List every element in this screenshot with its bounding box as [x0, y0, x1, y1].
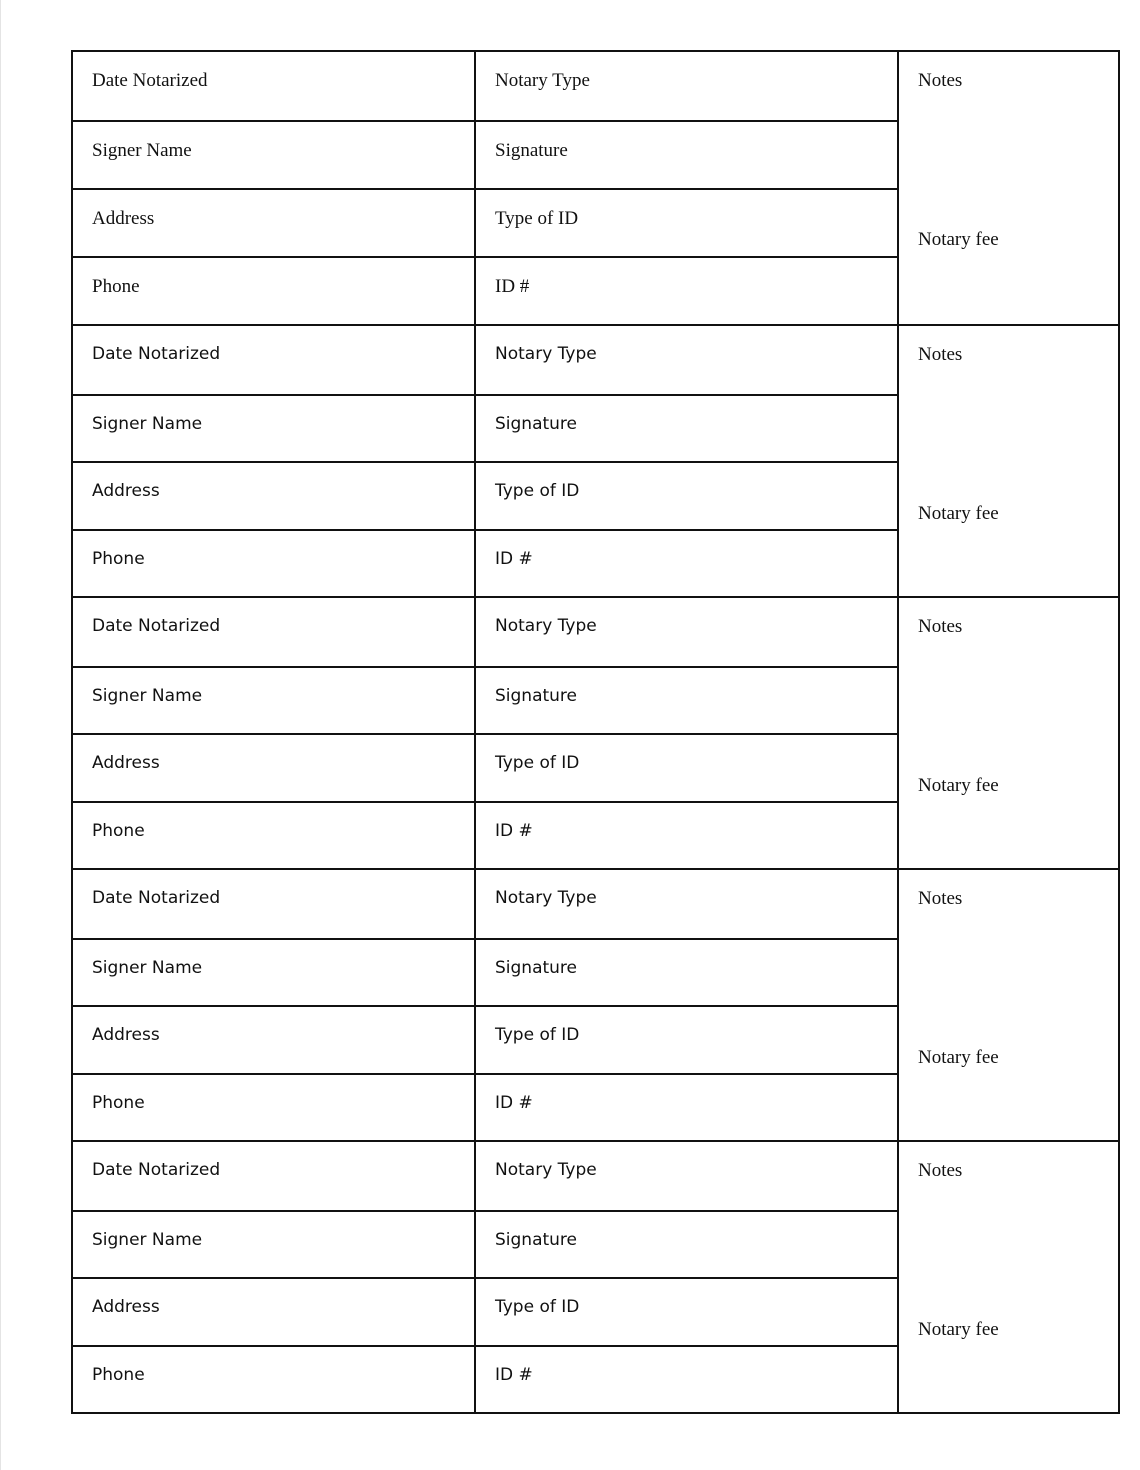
- type-of-id-cell[interactable]: Type of ID: [476, 1279, 899, 1345]
- phone-cell[interactable]: Phone: [73, 803, 476, 869]
- phone-cell[interactable]: Phone: [73, 258, 476, 324]
- notary-type-cell[interactable]: Notary Type: [476, 326, 899, 394]
- id-number-cell[interactable]: ID #: [476, 803, 899, 869]
- type-of-id-cell[interactable]: Type of ID: [476, 463, 899, 529]
- id-number-cell[interactable]: ID #: [476, 1075, 899, 1141]
- notary-fee-label: Notary fee: [918, 775, 999, 796]
- field-row: [73, 801, 899, 869]
- address-cell[interactable]: Address: [73, 190, 476, 256]
- type-of-id-cell[interactable]: Type of ID: [476, 190, 899, 256]
- notes-cell[interactable]: [899, 52, 1118, 324]
- signer-name-cell[interactable]: Signer Name: [73, 396, 476, 462]
- date-notarized-cell[interactable]: Date Notarized: [73, 52, 476, 120]
- notary-type-cell[interactable]: Notary Type: [476, 870, 899, 938]
- log-entry-2: [73, 324, 1118, 596]
- notes-label: Notes: [918, 70, 963, 91]
- field-row: [73, 938, 899, 1006]
- field-row: [73, 1005, 899, 1073]
- id-number-cell[interactable]: ID #: [476, 531, 899, 597]
- date-notarized-cell[interactable]: Date Notarized: [73, 598, 476, 666]
- notary-fee-label: Notary fee: [918, 229, 999, 250]
- date-notarized-cell[interactable]: Date Notarized: [73, 326, 476, 394]
- phone-cell[interactable]: Phone: [73, 1347, 476, 1413]
- log-entry-5: [73, 1140, 1118, 1412]
- notary-fee-label: Notary fee: [918, 1047, 999, 1068]
- field-row: [73, 1073, 899, 1141]
- notes-cell[interactable]: [899, 870, 1118, 1140]
- type-of-id-cell[interactable]: Type of ID: [476, 735, 899, 801]
- id-number-cell[interactable]: ID #: [476, 1347, 899, 1413]
- phone-cell[interactable]: Phone: [73, 1075, 476, 1141]
- type-of-id-cell[interactable]: Type of ID: [476, 1007, 899, 1073]
- date-notarized-cell[interactable]: Date Notarized: [73, 870, 476, 938]
- signature-cell[interactable]: Signature: [476, 668, 899, 734]
- phone-cell[interactable]: Phone: [73, 531, 476, 597]
- field-row: [73, 256, 899, 324]
- signature-cell[interactable]: Signature: [476, 122, 899, 188]
- signer-name-cell[interactable]: Signer Name: [73, 940, 476, 1006]
- notary-type-cell[interactable]: Notary Type: [476, 598, 899, 666]
- notes-label: Notes: [918, 616, 963, 637]
- field-row: [73, 733, 899, 801]
- log-entry-1: [73, 52, 1118, 324]
- page-edge: [0, 0, 1, 1470]
- entry-fields: [73, 52, 899, 324]
- field-row: [73, 1210, 899, 1278]
- log-entry-4: [73, 868, 1118, 1140]
- log-entry-3: [73, 596, 1118, 868]
- notary-fee-label: Notary fee: [918, 503, 999, 524]
- signer-name-cell[interactable]: Signer Name: [73, 668, 476, 734]
- notary-type-cell[interactable]: Notary Type: [476, 52, 899, 120]
- signature-cell[interactable]: Signature: [476, 1212, 899, 1278]
- notes-label: Notes: [918, 1160, 963, 1181]
- field-row: [73, 188, 899, 256]
- field-row: [73, 1142, 899, 1210]
- notes-label: Notes: [918, 344, 963, 365]
- field-row: [73, 1345, 899, 1413]
- field-row: [73, 52, 899, 120]
- address-cell[interactable]: Address: [73, 1007, 476, 1073]
- field-row: [73, 870, 899, 938]
- notary-log-table: [71, 50, 1120, 1414]
- date-notarized-cell[interactable]: Date Notarized: [73, 1142, 476, 1210]
- address-cell[interactable]: Address: [73, 1279, 476, 1345]
- entry-fields: [73, 326, 899, 596]
- signature-cell[interactable]: Signature: [476, 940, 899, 1006]
- id-number-cell[interactable]: ID #: [476, 258, 899, 324]
- field-row: [73, 394, 899, 462]
- field-row: [73, 326, 899, 394]
- notes-label: Notes: [918, 888, 963, 909]
- field-row: [73, 120, 899, 188]
- notary-fee-label: Notary fee: [918, 1319, 999, 1340]
- field-row: [73, 1277, 899, 1345]
- entry-fields: [73, 1142, 899, 1412]
- notes-cell[interactable]: [899, 326, 1118, 596]
- signer-name-cell[interactable]: Signer Name: [73, 122, 476, 188]
- entry-fields: [73, 598, 899, 868]
- address-cell[interactable]: Address: [73, 735, 476, 801]
- notes-cell[interactable]: [899, 598, 1118, 868]
- entry-fields: [73, 870, 899, 1140]
- signature-cell[interactable]: Signature: [476, 396, 899, 462]
- field-row: [73, 461, 899, 529]
- field-row: [73, 598, 899, 666]
- notary-type-cell[interactable]: Notary Type: [476, 1142, 899, 1210]
- signer-name-cell[interactable]: Signer Name: [73, 1212, 476, 1278]
- field-row: [73, 666, 899, 734]
- field-row: [73, 529, 899, 597]
- notes-cell[interactable]: [899, 1142, 1118, 1412]
- address-cell[interactable]: Address: [73, 463, 476, 529]
